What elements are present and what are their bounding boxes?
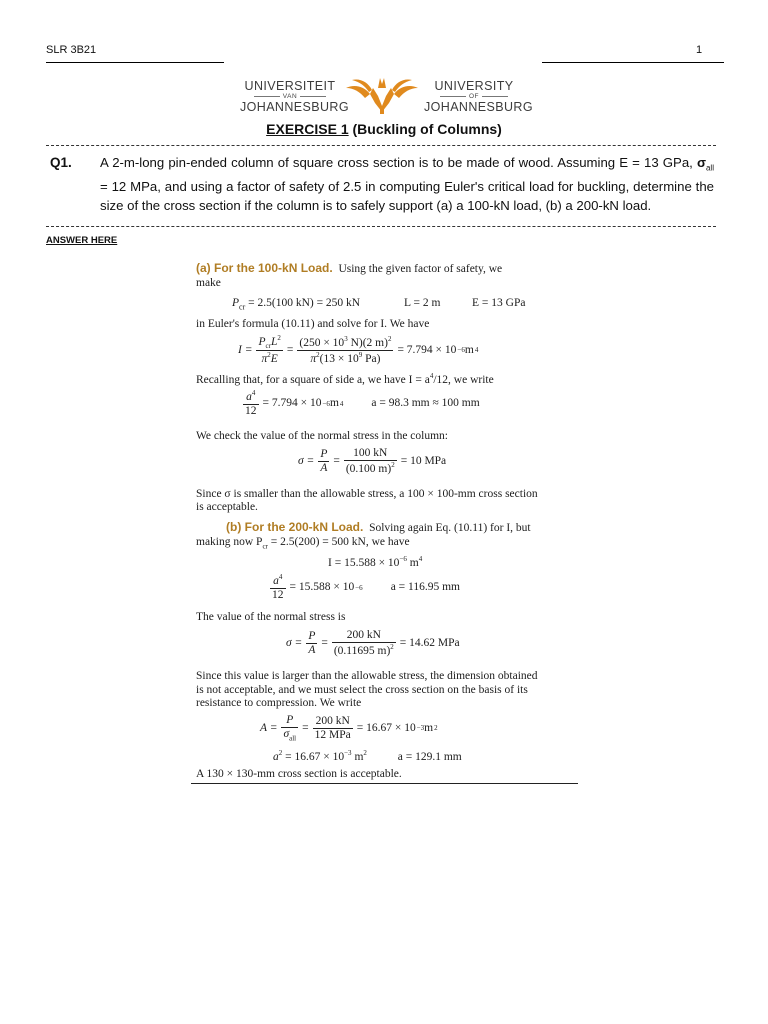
header-rule-left <box>46 62 224 63</box>
eq2-f2-num: (250 × 10 <box>299 336 345 349</box>
eq8-lhs: A = <box>260 721 278 734</box>
normal-line: The value of the normal stress is <box>196 611 346 623</box>
logo-afr-line1: UNIVERSITEIT <box>244 79 336 93</box>
university-emblem-icon <box>340 76 424 116</box>
eq7-result: = 14.62 MPa <box>399 637 460 650</box>
eq2-f1-sub: cr <box>265 342 271 351</box>
eq1-sub: cr <box>239 302 246 312</box>
question-part1: A 2-m-long pin-ended column of square cross section is to be made of wood. Assuming E = 13 GPa, <box>100 155 697 170</box>
eq-side-100: $\frac{a^4}{12}$ = 7.794 × 10 −6 m 4 a = 98.3 mm ≈ 100 mm <box>245 389 480 418</box>
eq7-lhs: σ = <box>286 637 303 650</box>
eq8-frac2 <box>313 715 353 742</box>
since-b-line1: Since this value is larger than the allowable stress, the dimension obtained <box>196 670 538 682</box>
eq2-frac1: $\frac{P_{cr}L^2}{\pi^2E}$ <box>258 334 281 365</box>
logo-text-afrikaans <box>240 79 349 114</box>
check-line: We check the value of the normal stress in the column: <box>196 430 448 442</box>
eq2-f2-pi: π <box>310 352 317 365</box>
eq8-f1-num: P <box>281 714 298 728</box>
logo-eng-line1: UNIVERSITY <box>434 79 514 93</box>
eq3-side: a = 98.3 mm ≈ 100 mm <box>371 397 480 410</box>
since-b-line3: resistance to compression. We write <box>196 697 362 709</box>
answer-label: ANSWER HERE <box>46 235 118 246</box>
eq4-result: = 10 MPa <box>400 455 447 468</box>
eq-area: A = $\frac{P}{\sigma_{all}}$ = $\frac{200 kN}{\text{12 MPa}}$ = 16.67 × 10 −3 m 2 <box>260 714 438 743</box>
part-b-intro <box>226 521 531 535</box>
eq-pcr-100 <box>232 297 360 311</box>
recall-text: Recalling that, for a square of side a, we have I = a <box>196 373 430 386</box>
eq3-frac: $\frac{a^4}{12}$ <box>245 389 257 418</box>
eq8-f1-den: σ <box>283 728 290 741</box>
logo-text-english <box>424 79 533 114</box>
logo-eng-line2: OF <box>468 92 480 100</box>
eq2-f2-den: (13 × 10 <box>319 352 359 365</box>
eq-stress-200: σ = $\frac{P}{A}$ = $\frac{200 kN}{(0.11695 m)^2}$ = 14.62 MPa <box>286 629 460 658</box>
eq3-num: a <box>246 390 252 403</box>
eq9-side: a = 129.1 mm <box>397 750 462 763</box>
page-number: 1 <box>696 44 703 56</box>
eq1-p: P <box>232 297 240 309</box>
eq-length: L = 2 m <box>404 297 441 309</box>
eq4-f2-num: 100 kN <box>344 447 397 461</box>
eq8-frac1 <box>281 714 298 743</box>
question-label: Q1. <box>50 155 72 170</box>
eq-inertia-100: I = $\frac{P_{cr}L^2}{\pi^2E}$ = $\frac{(250 \times 10^3 N)(2 m)^2}{\pi^2(13 \times 10^9 Pa)}$ = 7.794 × 10 −6 m 4 <box>238 334 479 365</box>
eq2-f1-l: L <box>270 335 278 348</box>
eq5-text: I = 15.588 × 10 <box>328 556 400 569</box>
sigma-symbol: σ <box>696 155 706 170</box>
since-b-line2: is not acceptable, and we must select the cross section on the basis of its <box>196 684 528 696</box>
eq2-result: = 7.794 × 10 <box>397 343 457 356</box>
eq8-result: = 16.67 × 10 <box>356 721 416 734</box>
eq9-b: = 16.67 × 10 <box>282 750 345 763</box>
eq7-f1-den: A <box>308 644 316 657</box>
eq-side-200: $\frac{a^4}{12}$ = 15.588 × 10 −6 a = 116.95 mm <box>272 573 460 602</box>
solution-bottom-rule <box>191 783 578 784</box>
euler-line: in Euler's formula (10.11) and solve for I. We have <box>196 318 430 330</box>
divider-top <box>46 145 716 146</box>
eq-side-final: $a^2 = 16.67 \times 10^{-3}$ $m^2$ a = 129.1 mm <box>273 749 462 763</box>
eq2-frac2: $\frac{(250 \times 10^3 N)(2 m)^2}{\pi^2(13 \times 10^9 Pa)}$ <box>299 334 392 365</box>
part-b-making-b: = 2.5(200) = 500 kN, we have <box>267 536 410 548</box>
eq4-f2-den: (0.100 m) <box>345 463 392 476</box>
eq8-f1-den-sub: all <box>289 734 297 743</box>
eq-stress-100: σ = $\frac{P}{A}$ = $\frac{100 kN}{(0.100 m)^2}$ = 10 MPa <box>298 447 447 476</box>
exercise-number: EXERCISE 1 <box>266 121 349 137</box>
recall-line: Recalling that, for a square of side a, we have $I = a^4/12$, we write <box>196 372 494 386</box>
eq7-frac1 <box>306 630 317 657</box>
eq-modulus: E = 13 GPa <box>472 297 526 309</box>
eq6-eq: = 15.588 × 10 <box>289 581 355 594</box>
part-b-intro-text: Solving again Eq. (10.11) for I, but <box>369 522 531 534</box>
part-b-making: making now $P_{cr} = 2.5(200) = 500$ kN, we have <box>196 536 410 551</box>
eq3-eq: = 7.794 × 10 <box>262 397 322 410</box>
eq5-unit: m <box>406 556 419 569</box>
eq4-frac2: $\frac{100 kN}{(0.100 m)^2}$ <box>345 447 395 476</box>
eq4-lhs: σ = <box>298 455 315 468</box>
part-a-intro <box>196 262 502 276</box>
eq2-f2-den-end: Pa) <box>362 352 381 365</box>
eq8-f2-den: 12 MPa <box>314 728 351 741</box>
eq8-f2-num: 200 kN <box>313 715 353 729</box>
eq8-unit: m <box>424 721 434 734</box>
part-a-heading: (a) For the 100-kN Load. <box>196 261 333 275</box>
eq2-lhs: I = <box>238 343 253 356</box>
recall-end: /12, we write <box>433 373 494 386</box>
part-a-make: make <box>196 277 221 289</box>
logo-afr-line2: VAN <box>282 92 298 100</box>
eq3-unit: m <box>329 397 339 410</box>
eq2-unit: m <box>464 343 474 356</box>
header-rule-right <box>542 62 724 63</box>
exercise-topic: (Buckling of Columns) <box>348 121 502 137</box>
since-a-line1: Since σ is smaller than the allowable stress, a 100 × 100-mm cross section <box>196 488 538 500</box>
question-part2: = 12 MPa, and using a factor of safety of 2.5 in computing Euler's critical load for buckling, determine the size of the cross section if the column is to safely support (a) a 100-kN load, (b) a 200-kN load. <box>100 179 714 213</box>
eq6-den: 12 <box>272 589 284 602</box>
question-text <box>100 154 714 215</box>
final-answer: A 130 × 130-mm cross section is acceptable. <box>196 768 402 780</box>
part-b-heading: (b) For the 200-kN Load. <box>226 520 364 534</box>
eq6-side: a = 116.95 mm <box>390 581 460 594</box>
since-a-line2: is acceptable. <box>196 501 258 513</box>
eq4-f1-num: P <box>318 448 329 462</box>
eq2-f1-e: E <box>270 353 278 365</box>
eq1-value: = 2.5(100 kN) = 250 kN <box>245 297 361 309</box>
eq6-frac: $\frac{a^4}{12}$ <box>272 573 284 602</box>
eq2-f1-pi: π <box>261 353 268 365</box>
eq9-unit: m <box>351 750 364 763</box>
eq7-f2-den: (0.11695 m) <box>333 645 391 658</box>
exercise-title <box>0 121 768 137</box>
eq6-num: a <box>273 574 279 587</box>
eq7-f1-num: P <box>306 630 317 644</box>
eq4-frac1 <box>318 448 329 475</box>
eq4-f1-den: A <box>320 462 328 475</box>
eq3-den: 12 <box>245 405 257 418</box>
university-logo <box>240 76 533 116</box>
eq9-a: a <box>273 750 279 763</box>
logo-eng-line3: JOHANNESBURG <box>424 100 533 114</box>
part-b-making-a: making now P <box>196 536 263 548</box>
sigma-subscript: all <box>705 163 714 173</box>
eq2-f1-num: P <box>258 335 266 348</box>
course-code: SLR 3B21 <box>46 44 97 56</box>
eq7-frac2: $\frac{200 kN}{(0.11695 m)^2}$ <box>333 629 394 658</box>
logo-afr-line3: JOHANNESBURG <box>240 100 349 114</box>
eq2-f2-num-rest: N)(2 m) <box>347 336 388 349</box>
eq7-f2-num: 200 kN <box>332 629 396 643</box>
eq-inertia-200: $I = 15.588 \times 10^{-6}$ $m^4$ <box>328 555 423 569</box>
part-a-intro-text: Using the given factor of safety, we <box>338 263 503 275</box>
divider-bottom <box>46 226 716 227</box>
